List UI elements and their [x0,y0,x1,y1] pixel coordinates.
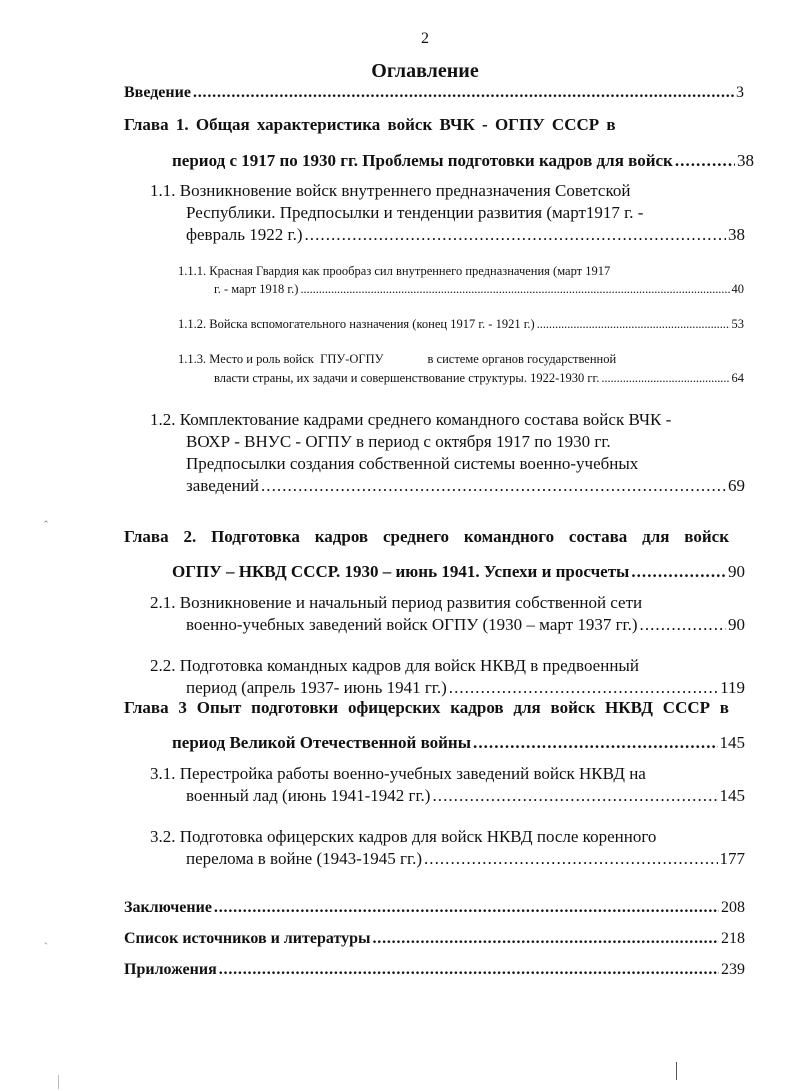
toc-page: 119 [720,678,745,697]
toc-label: 1.1. Возникновение войск внутреннего предназначения Советской [150,181,631,200]
dot-leader [193,84,734,102]
toc-entry-2-2 [150,655,745,699]
toc-entry-chapter1 [124,115,754,171]
toc-page: 38 [737,151,754,170]
toc-page: 218 [721,930,745,947]
page-number: 2 [421,30,429,47]
toc-label: в системе органов государственной [427,352,617,366]
toc-entry-sources [124,930,745,948]
dot-leader [601,369,729,388]
toc-label: 1.1.3. Место и роль войск ГПУ-ОГПУ [178,352,384,366]
dot-leader [305,224,727,246]
toc-page: 64 [731,371,744,385]
toc-entry-1-2 [150,409,745,497]
toc-label: Глава 2. Подготовка кадров среднего командного состава для войск [124,527,729,546]
toc-entry-3-1 [150,763,745,807]
toc-page: 69 [728,476,745,495]
toc-label: 3.2. Подготовка офицерских кадров для войск НКВД после коренного [150,827,657,846]
toc-label: ВОХР - ВНУС - ОГПУ в период с октября 1917 по 1930 гг. [186,432,611,451]
dot-leader [261,475,726,497]
toc-label: Приложения [124,961,217,978]
dot-leader [432,785,717,807]
toc-label: военно-учебных заведений войск ОГПУ (1930 – март 1937 гг.) [186,615,638,634]
toc-label: 2.2. Подготовка командных кадров для войск НКВД в предвоенный [150,656,639,675]
toc-page: 208 [721,899,745,916]
toc-label: Предпосылки создания собственной системы военно-учебных [186,454,639,473]
toc-entry-chapter3 [124,698,745,753]
scan-bar [676,1062,677,1080]
toc-label: 1.1.2. Войска вспомогательного назначения (конец 1917 г. - 1921 г.) [178,317,535,331]
toc-entry-appendix [124,961,745,979]
toc-label: перелома в войне (1943-1945 гг.) [186,849,422,868]
toc-label: Глава 3 Опыт подготовки офицерских кадров для войск НКВД СССР в [124,698,729,717]
toc-label: февраль 1922 г.) [186,225,303,244]
toc-page: 38 [728,225,745,244]
toc-label: власти страны, их задачи и совершенствование структуры. 1922-1930 гг. [214,371,600,385]
toc-page: 53 [731,317,744,331]
dot-leader [424,848,718,870]
scan-mark: ˆ [44,518,48,532]
toc-page: 3 [736,84,744,101]
toc-label: Заключение [124,899,212,916]
toc-label: 3.1. Перестройка работы военно-учебных заведений войск НКВД на [150,764,646,783]
dot-leader [537,315,730,333]
toc-entry-1-1-3 [178,350,744,388]
dot-leader [214,899,719,917]
toc-page: 145 [719,786,745,805]
toc-title: Оглавление [371,60,479,82]
scan-mark: ˋ [44,940,48,954]
toc-entry-chapter2 [124,527,745,582]
dot-leader [219,961,719,979]
toc-label: период Великой Отечественной войны [172,733,472,752]
dot-leader [372,930,719,948]
toc-page: 90 [728,562,745,581]
toc-page: 40 [731,282,744,296]
dot-leader [675,151,735,171]
toc-entry-1-1-1 [178,262,744,298]
toc-label: период (апрель 1937- июнь 1941 гг.) [186,678,447,697]
dot-leader [640,614,726,636]
toc-label: Глава 1. Общая характеристика войск ВЧК - ОГПУ СССР в [124,115,616,134]
dot-leader [449,677,718,699]
dot-leader [631,562,726,582]
toc-entry-1-1-2 [178,315,744,333]
toc-label: период с 1917 по 1930 гг. Проблемы подготовки кадров для войск [172,151,673,170]
toc-label: 1.1.1. Красная Гвардия как прообраз сил внутреннего предназначения (март 1917 [178,264,611,278]
toc-label: 1.2. Комплектование кадрами среднего командного состава войск ВЧК - [150,410,672,429]
toc-page: 239 [721,961,745,978]
toc-entry-2-1 [150,592,745,636]
toc-label: военный лад (июнь 1941-1942 гг.) [186,786,431,805]
toc-entry-1-1 [150,180,745,246]
toc-page: 177 [719,849,745,868]
toc-label: Введение [124,84,191,101]
toc-label: Республики. Предпосылки и тенденции развития (март1917 г. - [186,203,644,222]
toc-entry-intro [124,84,744,102]
toc-label: заведений [186,476,259,495]
toc-page: 145 [719,733,745,752]
toc-label: 2.1. Возникновение и начальный период развития собственной сети [150,593,643,612]
dot-leader [300,280,729,298]
toc-label: ОГПУ – НКВД СССР. 1930 – июнь 1941. Успехи и просчеты [172,562,630,581]
toc-entry-3-2 [150,826,745,870]
toc-label: Список источников и литературы [124,930,371,947]
dot-leader [473,733,717,753]
toc-label: г. - март 1918 г.) [214,282,299,296]
scan-bar [58,1075,59,1089]
toc-page: 90 [728,615,745,634]
toc-entry-conclusion [124,899,745,917]
